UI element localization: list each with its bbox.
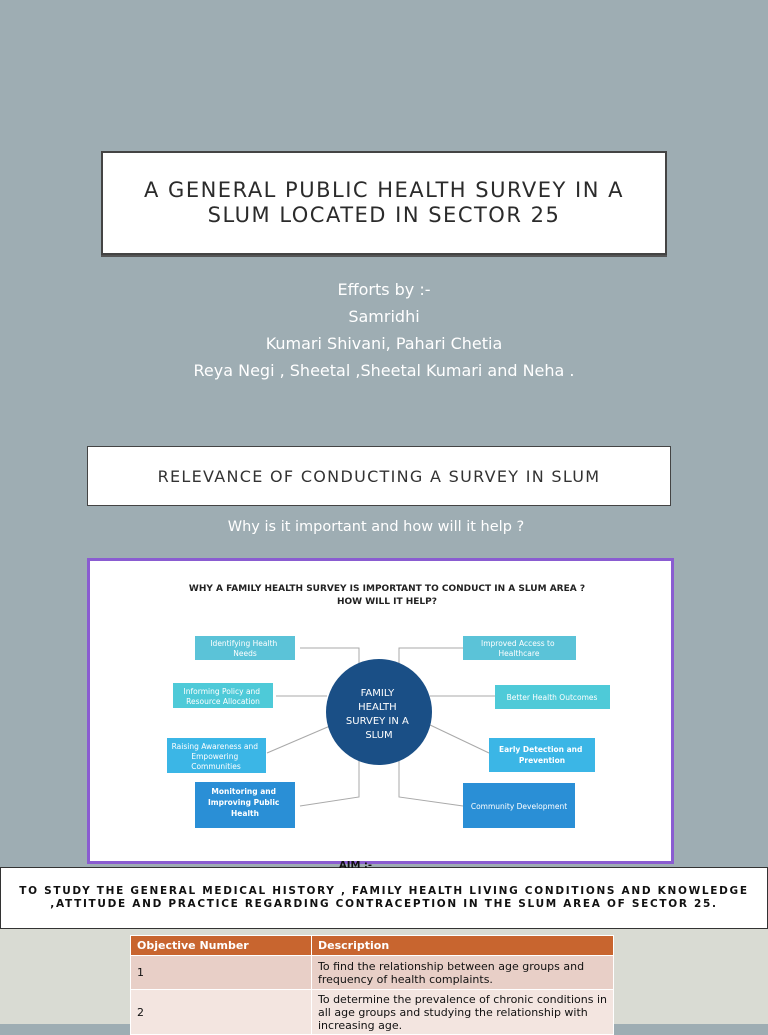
page-title: A GENERAL PUBLIC HEALTH SURVEY IN A SLUM LOCATED IN SECTOR 25 bbox=[144, 178, 624, 227]
aim-label: AIM :- bbox=[339, 860, 373, 871]
table-row bbox=[131, 990, 614, 1035]
center-label: FAMILY bbox=[360, 688, 395, 699]
column-header: Description bbox=[312, 936, 614, 956]
svg-text:Community Development bbox=[471, 802, 567, 811]
connector-line bbox=[428, 724, 489, 753]
diagram-svg bbox=[90, 561, 671, 861]
node-label: Better Health Outcomes bbox=[506, 693, 598, 702]
author-line: Reya Negi , Sheetal ,Sheetal Kumari and Neha . bbox=[193, 361, 575, 380]
relevance-question: Why is it important and how will it help ? bbox=[227, 519, 525, 535]
objectives-table bbox=[130, 935, 614, 1035]
author-line: Kumari Shivani, Pahari Chetia bbox=[265, 334, 503, 353]
node-label: Empowering bbox=[191, 752, 239, 761]
node-label: Improving Public bbox=[207, 798, 280, 807]
node-box-right-3 bbox=[489, 738, 595, 772]
node-label: Informing Policy and bbox=[183, 687, 261, 696]
node-label: Early Detection and bbox=[498, 745, 583, 754]
node-label: Monitoring and bbox=[211, 787, 276, 796]
aim-band bbox=[0, 867, 768, 929]
center-label: HEALTH bbox=[358, 702, 397, 713]
node-label: Resource Allocation bbox=[186, 697, 260, 706]
node-label: Identifying Health bbox=[210, 639, 278, 648]
svg-text:Informing Policy and Res bbox=[184, 687, 263, 706]
objective-number: 1 bbox=[131, 956, 312, 990]
relevance-box bbox=[87, 446, 671, 506]
objective-description: To determine the prevalence of chronic conditions in all age groups and studying the relationship with increasing age. bbox=[312, 990, 614, 1035]
survey-diagram bbox=[87, 558, 674, 864]
column-header: Objective Number bbox=[131, 936, 312, 956]
node-label: Healthcare bbox=[498, 649, 540, 658]
connector-line bbox=[267, 726, 330, 753]
table-row bbox=[131, 956, 614, 990]
relevance-heading: RELEVANCE OF CONDUCTING A SURVEY IN SLUM bbox=[157, 466, 601, 486]
table-header-row bbox=[131, 936, 614, 956]
node-label: Community Development bbox=[470, 802, 568, 811]
diagram-title-line2: HOW WILL IT HELP? bbox=[337, 597, 437, 607]
svg-text:Better Health Outcomes bbox=[507, 693, 598, 702]
aim-text: TO STUDY THE GENERAL MEDICAL HISTORY , FAMILY HEALTH LIVING CONDITIONS AND KNOWLEDGE ,ATTITUDE AND PRACTICE REGARDING CONTRACEPTION IN THE SLUM AREA OF SECTOR 25. bbox=[19, 885, 749, 910]
objective-description: To find the relationship between age groups and frequency of health complaints. bbox=[312, 956, 614, 990]
objective-number: 2 bbox=[131, 990, 312, 1035]
node-label: Communities bbox=[191, 762, 241, 771]
node-label: Needs bbox=[233, 649, 257, 658]
center-label: SURVEY IN A bbox=[345, 716, 409, 727]
diagram-title-line1: WHY A FAMILY HEALTH SURVEY IS IMPORTANT TO CONDUCT IN A SLUM AREA ? bbox=[188, 584, 586, 594]
node-label: Health bbox=[231, 809, 259, 818]
node-label: Improved Access to bbox=[481, 639, 555, 648]
authors-block bbox=[0, 276, 768, 384]
node-label: Raising Awareness and bbox=[171, 742, 258, 751]
node-label: Prevention bbox=[518, 756, 566, 765]
authors-heading: Efforts by :- bbox=[337, 280, 431, 299]
center-label: SLUM bbox=[365, 730, 393, 741]
title-box bbox=[101, 151, 667, 255]
author-line: Samridhi bbox=[348, 307, 420, 326]
